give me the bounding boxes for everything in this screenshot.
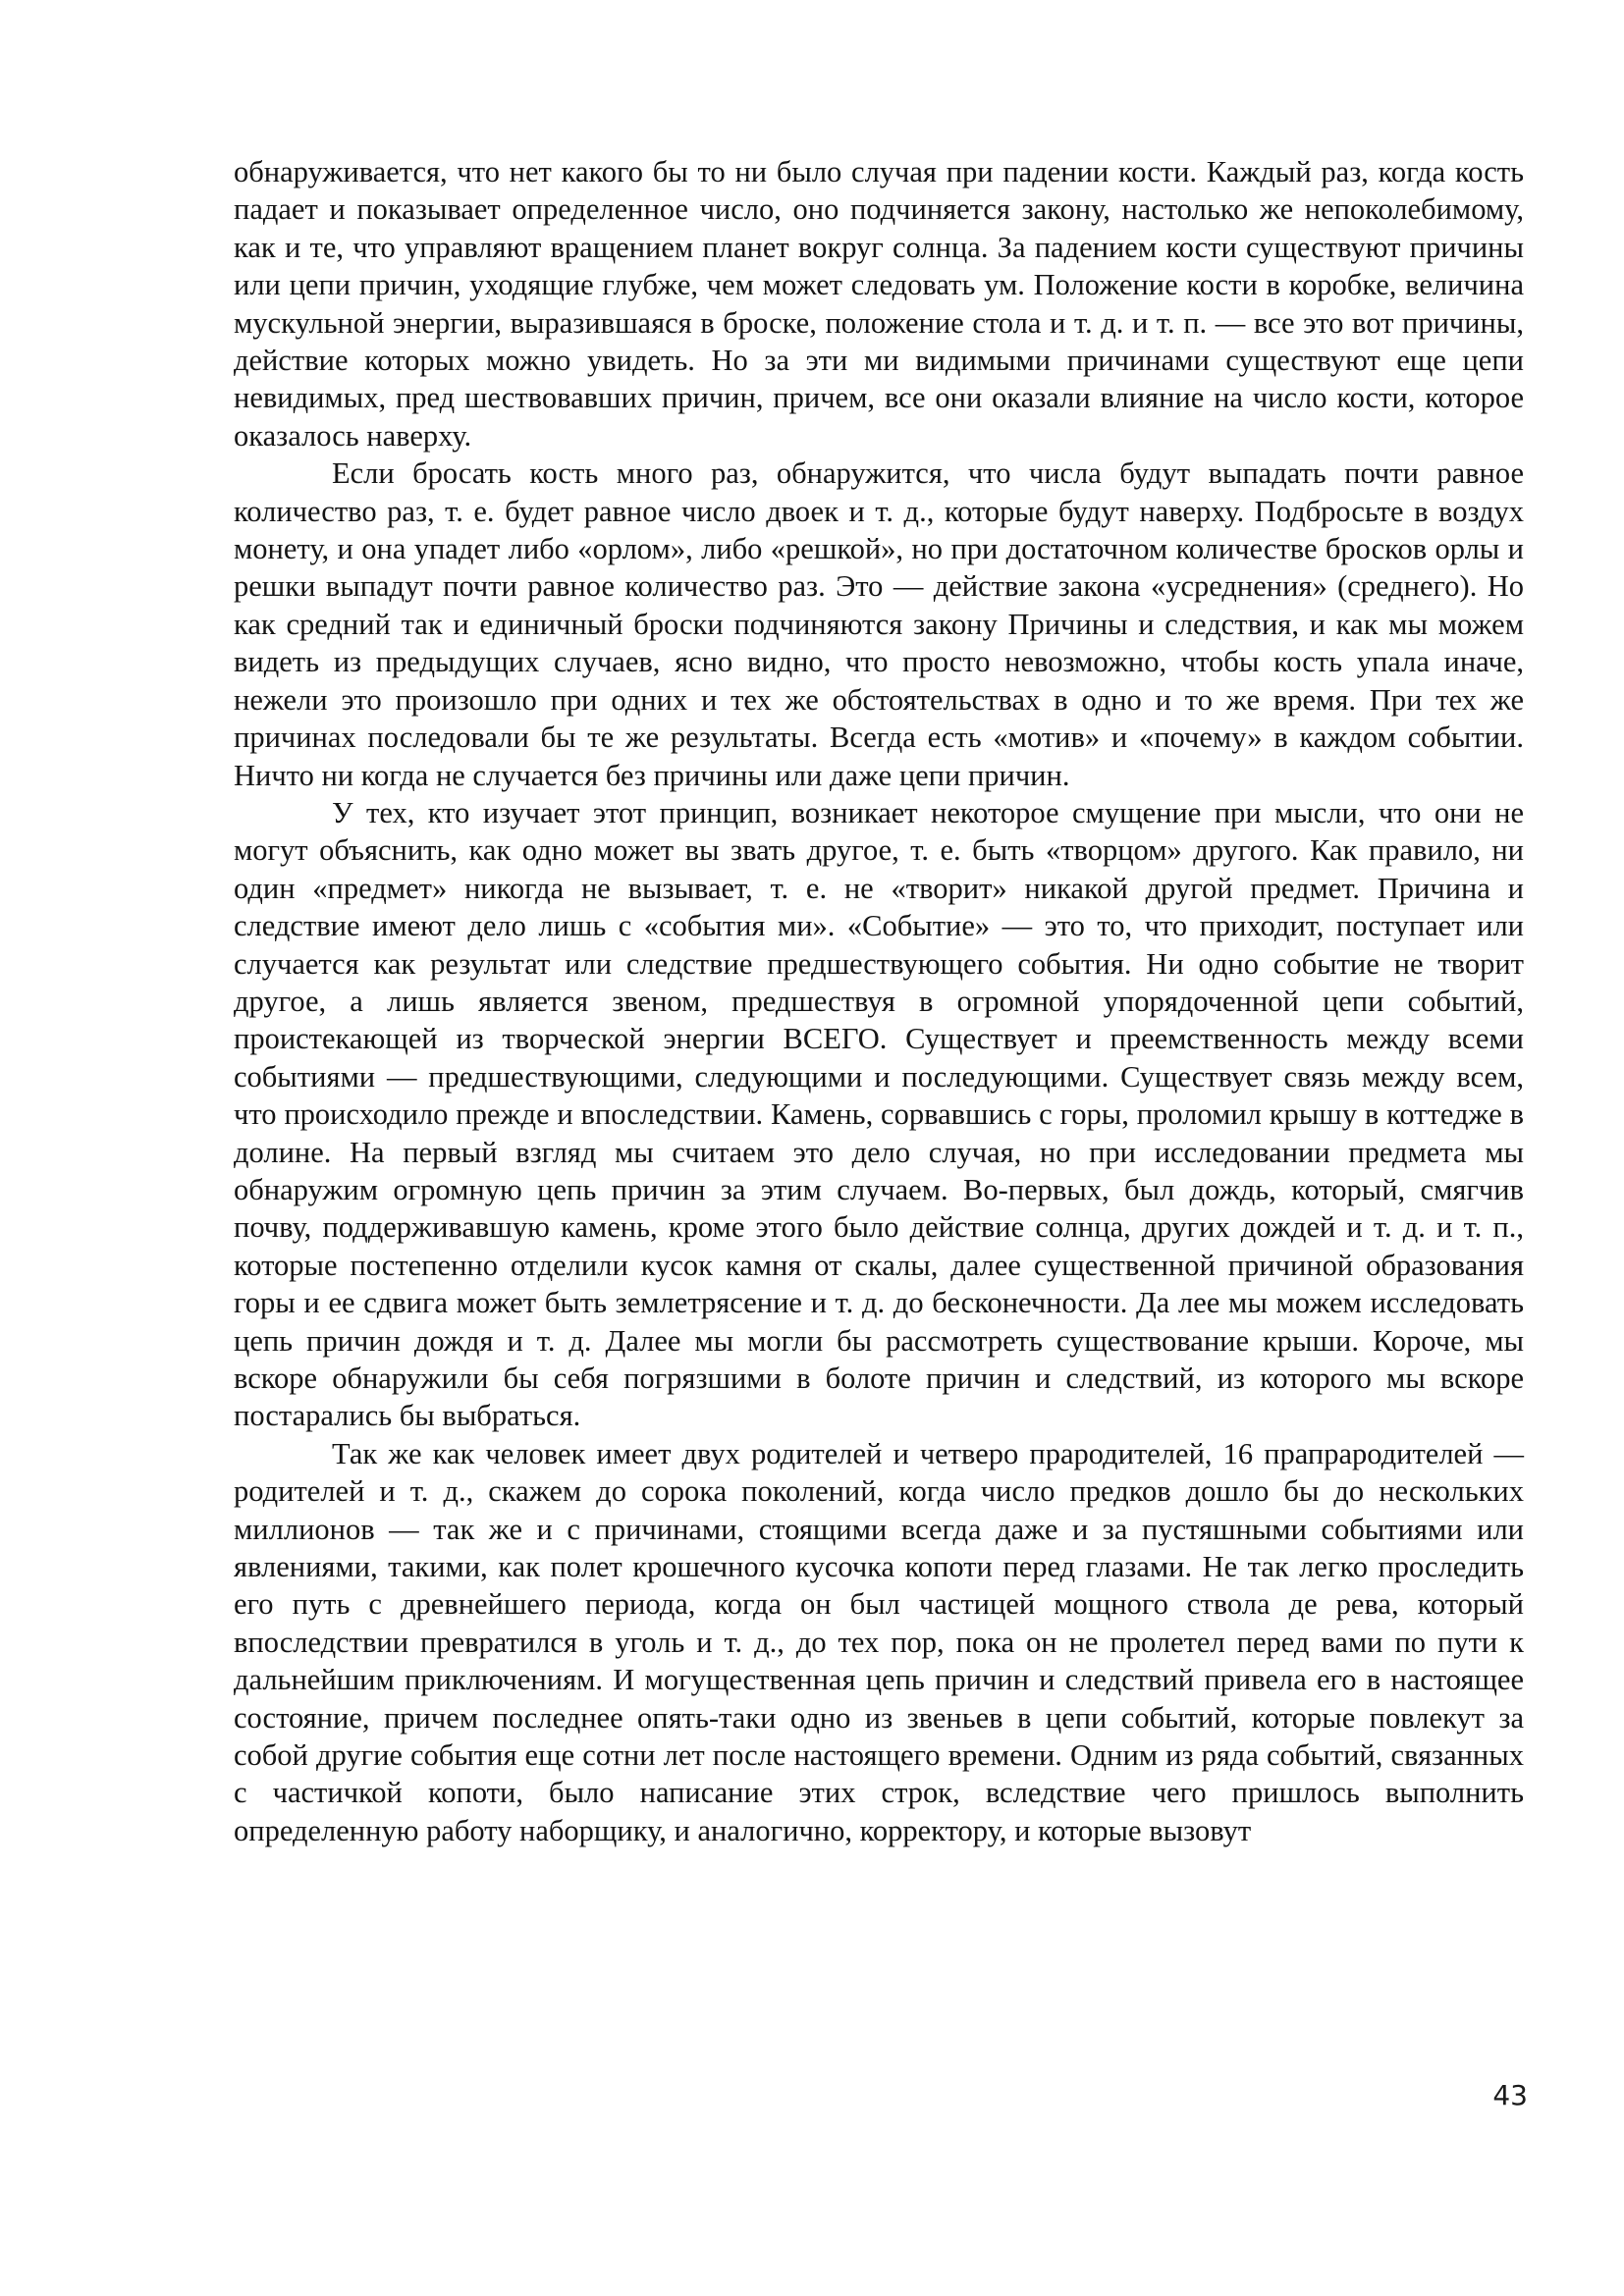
body-text: [234, 153, 1524, 1849]
page-number: 43: [1492, 2079, 1528, 2111]
paragraph-ancestors-soot: Так же как человек имеет двух родителей и четверо прародителей, 16 прапрародителей — родителей и т. д., скажем до сорока поколений, когда число предков дошло бы до нескольких миллионов — так же и с причинами, стоящими всегда даже и за пустяшными событиями или явлениями, такими, как полет крошечного кусочка копоти перед глазами. Не так легко проследить его путь с древнейшего периода, когда он был частицей мощного ствола де рева, который впоследствии превратился в уголь и т. д., до тех пор, пока он не пролетел перед вами по пути к дальнейшим приключениям. И могущественная цепь причин и следствий привела его в настоящее состояние, причем последнее опять-таки одно из звеньев в цепи событий, которые повлекут за собой другие события еще сотни лет после настоящего времени. Одним из ряда событий, связанных с частичкой копоти, было написание этих строк, вследствие чего пришлось выполнить определенную работу наборщику, и аналогично, корректору, и которые вызовут: [234, 1436, 1524, 1847]
paragraph-dice-averaging: Если бросать кость много раз, обнаружится, что числа будут выпадать почти равное количество раз, т. е. будет равное число двоек и т. д., которые будут наверху. Подбросьте в воздух монету, и она упадет либо «орлом», либо «решкой», но при достаточном количестве бросков орлы и решки выпадут почти равное количество раз. Это — действие закона «усреднения» (среднего). Но как средний так и единичный броски подчиняются закону Причины и следствия, и как мы можем видеть из предыдущих случаев, ясно видно, что просто невозможно, чтобы кость упала иначе, нежели это произошло при одних и тех же обстоятельствах в одно и то же время. При тех же причинах последовали бы те же результаты. Всегда есть «мотив» и «почему» в каждом событии. Ничто ни когда не случается без причины или даже цепи причин.: [234, 456, 1524, 792]
paragraph-continuation: обнаруживается, что нет какого бы то ни было случая при падении кости. Каждый раз, когда кость падает и показывает определенное число, оно подчиняется закону, настолько же непоколебимому, как и те, что управляют вращением планет вокруг солнца. За падением кости существуют причины или цепи причин, уходящие глубже, чем может следовать ум. Положение кости в коробке, величина мускульной энергии, выразившаяся в броске, положение стола и т. д. и т. п. — все это вот причины, действие которых можно увидеть. Но за эти ми видимыми причинами существуют еще цепи невидимых, пред шествовавших причин, причем, все они оказали влияние на число кости, которое оказалось наверху.: [234, 155, 1524, 453]
paragraph-chain-of-events: У тех, кто изучает этот принцип, возникает некоторое смущение при мысли, что они не могут объяснить, как одно может вы звать другое, т. е. быть «творцом» другого. Как правило, ни один «предмет» никогда не вызывает, т. е. не «творит» никакой другой предмет. Причина и следствие имеют дело лишь с «события ми». «Событие» — это то, что приходит, поступает или случается как результат или следствие предшествующего события. Ни одно событие не творит другое, а лишь является звеном, предшествуя в огромной упорядоченной цепи событий, проистекающей из творческой энергии ВСЕГО. Существует и преемственность между всеми событиями — предшествующими, следующими и последующими. Существует связь между всем, что происходило прежде и впоследствии. Камень, сорвавшись с горы, проломил крышу в коттедже в долине. На первый взгляд мы считаем это дело случая, но при исследовании предмета мы обнаружим огромную цепь причин за этим случаем. Во-первых, был дождь, который, смягчив почву, поддерживавшую камень, кроме этого было действие солнца, других дождей и т. д. и т. п., которые постепенно отделили кусок камня от скалы, далее существенной причиной образования горы и ее сдвига может быть землетрясение и т. д. до бесконечности. Да лее мы можем исследовать цепь причин дождя и т. д. Далее мы могли бы рассмотреть существование крыши. Короче, мы вскоре обнаружили бы себя погрязшими в болоте причин и следствий, из которого мы вскоре постарались бы выбраться.: [234, 795, 1524, 1433]
